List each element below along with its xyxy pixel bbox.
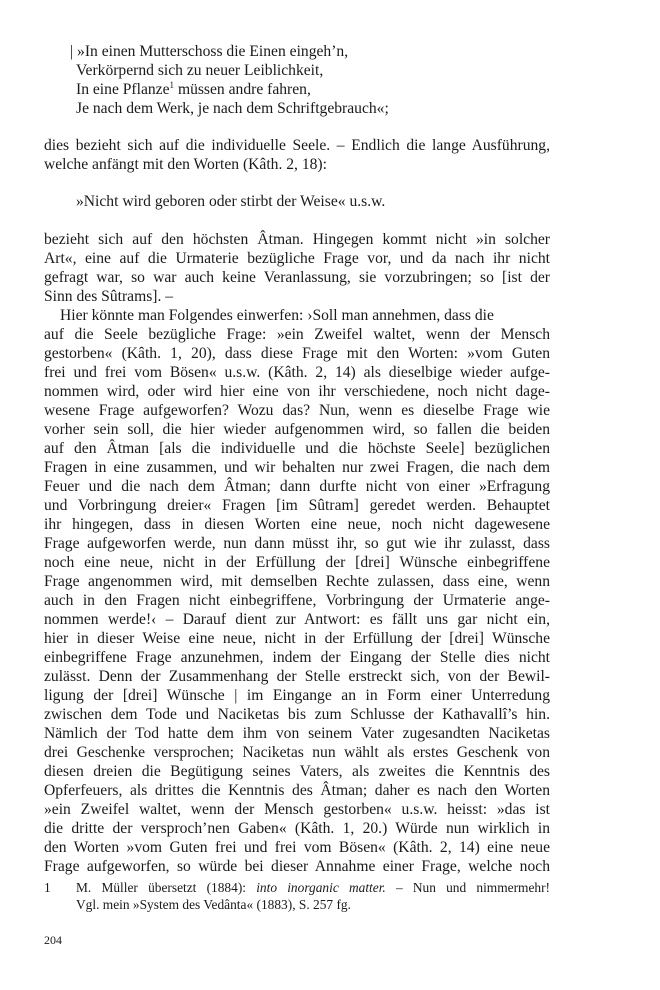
para3-line-2: auf die Seele bezügliche Frage: »ein Zweifel waltet, wenn der Mensch bbox=[44, 326, 550, 343]
para3-line-8: auf den Âtman [als die individuelle und die höchste Seele] bezüglichen bbox=[44, 440, 550, 457]
para3-line-21: ligung der [drei] Wünsche | im Eingange an in Form einer Unterredung bbox=[44, 687, 550, 704]
para3-line-23: Nämlich der Tod hatte dem ihm von seinem Vater zugesandten Naciketas bbox=[44, 725, 550, 742]
para3-line-13: Frage aufgeworfen werde, nun dann müsst ihr, so gut wie ihr zulasst, dass bbox=[44, 535, 550, 552]
para3-line-6: wesene Frage aufgeworfen? Wozu das? Nun, wenn es dieselbe Frage wie bbox=[44, 402, 550, 419]
para3-line-1: Hier könnte man Folgendes einwerfen: ›Soll man annehmen, dass die bbox=[60, 307, 494, 324]
footnote-line-1-post: – Nun und nimmermehr! bbox=[385, 880, 550, 895]
para3-line-19: einbegriffene Frage anzunehmen, indem der Eingang der Stelle dies nicht bbox=[44, 649, 550, 666]
para3-line-12: ihr hingegen, dass in diesen Worten eine neue, noch nicht dagewesene bbox=[44, 516, 550, 533]
footnote-line-1 bbox=[76, 880, 550, 896]
para3-line-17: nommen werde!‹ – Darauf dient zur Antwort: es fällt uns gar nicht ein, bbox=[44, 611, 550, 628]
para3-line-24: drei Geschenke versprochen; Naciketas nun wählt als erstes Geschenk von bbox=[44, 744, 550, 761]
para3-line-18: hier in dieser Weise eine neue, nicht in der Erfüllung der [drei] Wünsche bbox=[44, 630, 550, 647]
verse-line-3-a: In eine Pflanze bbox=[76, 81, 170, 98]
para3-line-16: auch in den Fragen nicht einbegriffene, Vorbringung der Urmaterie ange- bbox=[44, 592, 550, 609]
para3-line-26: Opferfeuers, als drittes die Kenntnis des Âtman; daher es nach den Worten bbox=[44, 782, 550, 799]
verse-line-1: | »In einen Mutterschoss die Einen eingeh’n, bbox=[70, 43, 349, 60]
para1-line-1: dies bezieht sich auf die individuelle Seele. – Endlich die lange Ausführung, bbox=[44, 137, 550, 154]
para3-line-3: gestorben« (Kâth. 1, 20), dass diese Frage mit den Worten: »vom Guten bbox=[44, 345, 550, 362]
para3-line-10: Feuer und die nach dem Âtman; dann durfte nicht von einer »Erfragung bbox=[44, 478, 550, 495]
para3-line-14: noch eine neue, nicht in der Erfüllung der [drei] Wünsche einbegriffene bbox=[44, 554, 550, 571]
footnote-number: 1 bbox=[44, 880, 51, 895]
para3-line-9: Fragen in eine zusammen, und wir behalten nur zwei Fragen, die nach dem bbox=[44, 459, 550, 476]
para2-line-1: bezieht sich auf den höchsten Âtman. Hingegen kommt nicht »in solcher bbox=[44, 231, 550, 248]
verse-line-2: Verkörpernd sich zu neuer Leiblichkeit, bbox=[76, 62, 324, 79]
para1-line-2: welche anfängt mit den Worten (Kâth. 2, 18): bbox=[44, 156, 327, 173]
para3-line-15: Frage angenommen wird, mit demselben Rechte zulassen, dass eine, wenn bbox=[44, 573, 550, 590]
para3-line-30: Frage aufgeworfen, so würde bei dieser Annahme einer Frage, welche noch bbox=[44, 858, 550, 875]
para3-line-25: diesen dreien die Begütigung seines Vaters, als zweites die Kenntnis des bbox=[44, 763, 550, 780]
para3-line-28: die dritte der versproch’nen Gaben« (Kâth. 1, 20.) Würde nun wirklich in bbox=[44, 820, 550, 837]
para2-line-3: gefragt war, so war auch keine Veranlassung, sie vorzubringen; so [ist der bbox=[44, 269, 550, 286]
para3-line-5: nommen wird, oder wird hier eine von ihr verschiedene, noch nicht dage- bbox=[44, 383, 550, 400]
para3-line-22: zwischen dem Tode und Naciketas bis zum Schlusse der Kathavallî’s hin. bbox=[44, 706, 550, 723]
footnote-marker[interactable]: 1 bbox=[169, 79, 175, 90]
footnote-italic: into inorganic matter. bbox=[256, 880, 386, 895]
para2-line-4: Sinn des Sûtrams]. – bbox=[44, 288, 174, 305]
page-number: 204 bbox=[44, 933, 62, 947]
para2-line-2: Art«, eine auf die Urmaterie bezügliche Frage vor, und da nach ihr nicht bbox=[44, 250, 550, 267]
footnote-line-2: Vgl. mein »System des Vedânta« (1883), S. 257 fg. bbox=[76, 897, 351, 912]
block-quote: »Nicht wird geboren oder stirbt der Weise« u.s.w. bbox=[76, 193, 386, 210]
verse-line-3 bbox=[76, 81, 311, 99]
verse-line-4: Je nach dem Werk, je nach dem Schriftgebrauch«; bbox=[76, 100, 389, 117]
para3-line-7: vorher sein soll, die hier wieder aufgenommen wird, so fallen die beiden bbox=[44, 421, 550, 438]
para3-line-20: zulässt. Denn der Zusammenhang der Stelle erstreckt sich, von der Bewil- bbox=[44, 668, 550, 685]
verse-line-3-b: müssen andre fahren, bbox=[177, 81, 311, 98]
para3-line-4: frei und frei vom Bösen« u.s.w. (Kâth. 2, 14) als dieselbige wieder aufge- bbox=[44, 364, 550, 381]
para3-line-29: den Worten »vom Guten frei und frei vom Bösen« (Kâth. 2, 14) eine neue bbox=[44, 839, 550, 856]
para3-line-27: »ein Zweifel waltet, wenn der Mensch gestorben« u.s.w. heisst: »das ist bbox=[44, 801, 550, 818]
para3-line-11: und Vorbringung dreier« Fragen [im Sûtram] geredet werden. Behauptet bbox=[44, 497, 550, 514]
footnote-line-1-pre: M. Müller übersetzt (1884): bbox=[76, 880, 257, 895]
